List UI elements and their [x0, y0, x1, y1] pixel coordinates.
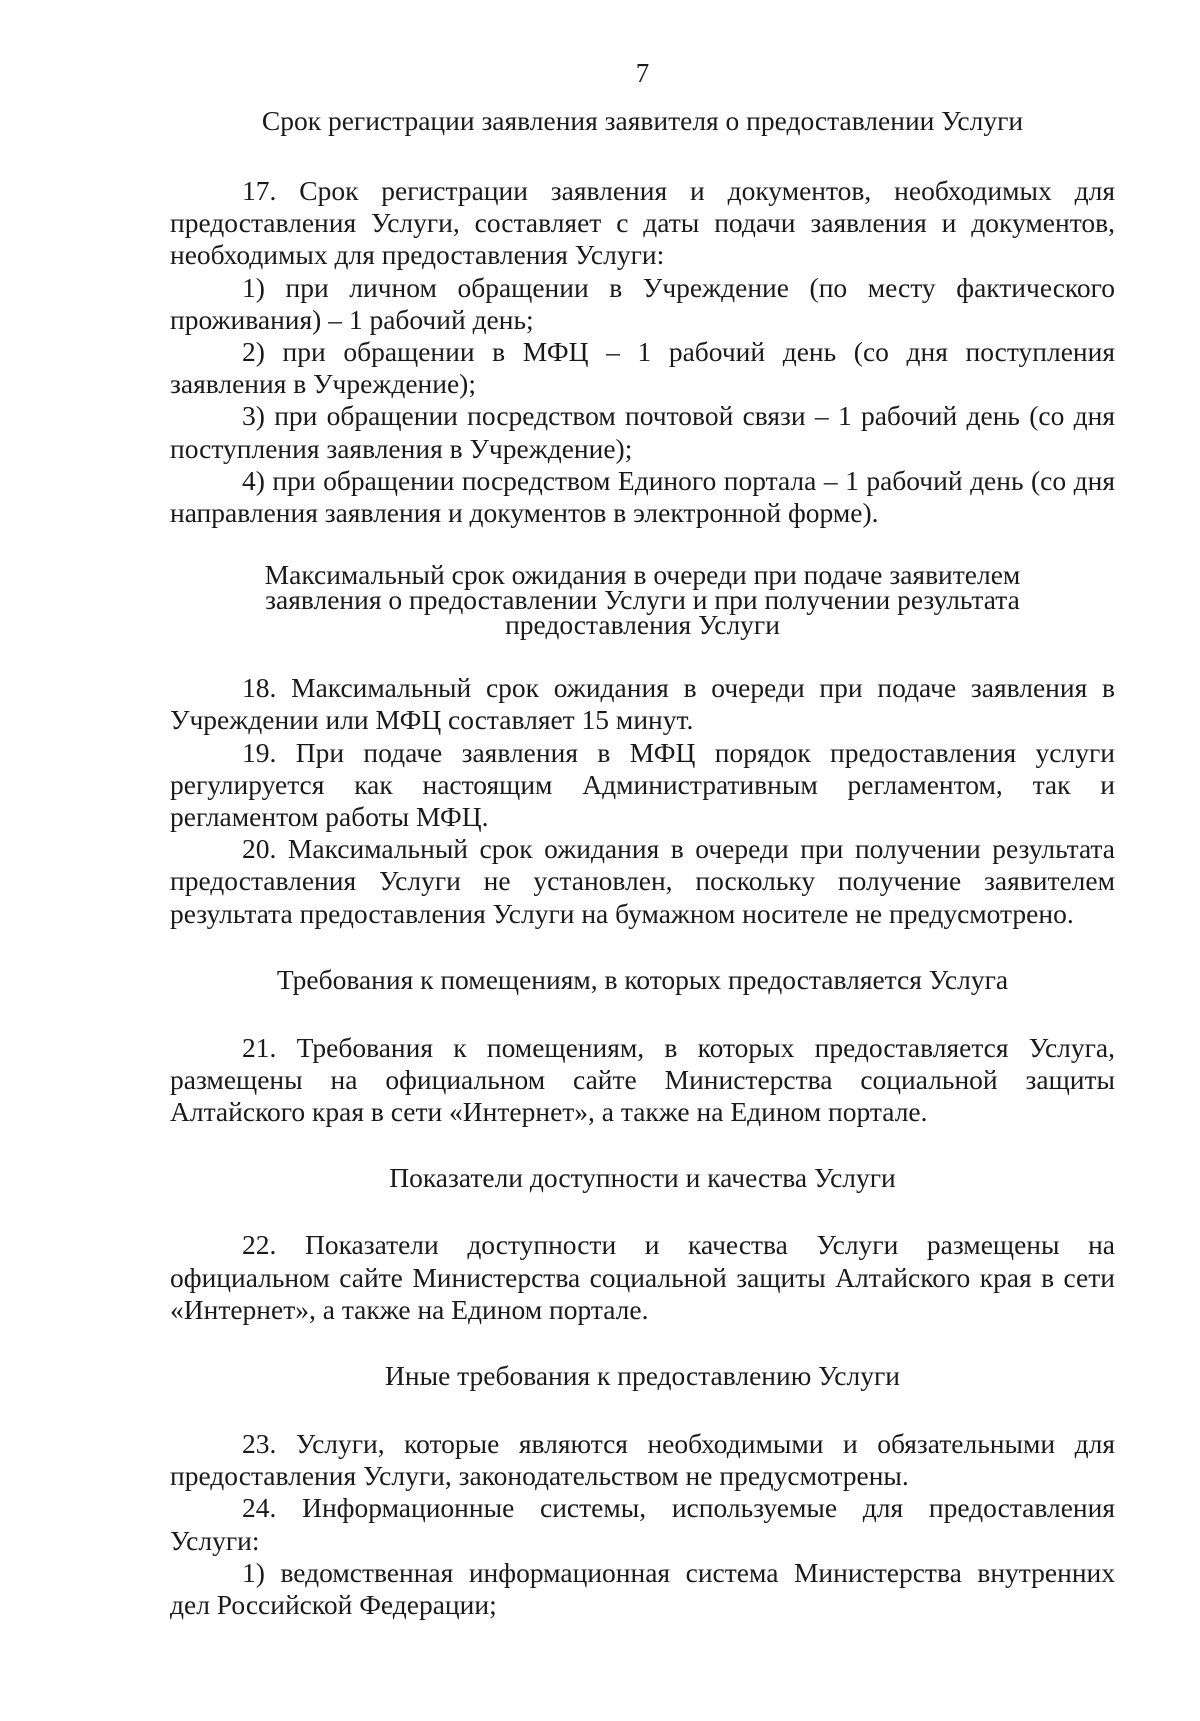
heading-quality: Показатели доступности и качества Услуги — [389, 1162, 896, 1194]
list-item-17-3: 3) при обращении посредством почтовой связи – 1 рабочий день (со дня поступления заявления в Учреждение); — [170, 400, 1115, 464]
list-item-24-1: 1) ведомственная информационная система Министерства внутренних дел Российской Федерации; — [170, 1556, 1115, 1621]
heading-queue-line-1: Максимальный срок ожидания в очереди при подаче заявителем — [264, 559, 1021, 591]
list-item-17-1: 1) при личном обращении в Учреждение (по месту фактического проживания) – 1 рабочий день; — [170, 271, 1115, 335]
paragraph-20: 20. Максимальный срок ожидания в очереди при получении результата предоставления Услуги не установлен, поскольку получение заявителем результата предоставления Услуги на бумажном носителе не предусмотрено. — [170, 833, 1115, 929]
page-number: 7 — [635, 58, 650, 88]
paragraph-22: 22. Показатели доступности и качества Услуги размещены на официальном сайте Министерства социальной защиты Алтайского края в сети «Интернет», а также на Едином портале. — [170, 1229, 1115, 1325]
paragraph-24: 24. Информационные системы, используемые для предоставления Услуги: — [170, 1492, 1115, 1556]
heading-premises: Требования к помещениям, в которых предоставляется Услуга — [276, 963, 1009, 995]
list-item-17-4: 4) при обращении посредством Единого портала – 1 рабочий день (со дня направления заявления и документов в электронной форме). — [170, 464, 1115, 529]
heading-registration-term: Срок регистрации заявления заявителя о предоставлении Услуги — [261, 105, 1024, 136]
paragraph-21: 21. Требования к помещениям, в которых предоставляется Услуга, размещены на официальном сайте Министерства социальной защиты Алтайского края в сети «Интернет», а также на Едином портале. — [170, 1031, 1115, 1128]
paragraph-18: 18. Максимальный срок ожидания в очереди при подаче заявления в Учреждении или МФЦ составляет 15 минут. — [170, 672, 1115, 736]
heading-queue-line-3: предоставления Услуги — [505, 609, 780, 641]
heading-other-requirements: Иные требования к предоставлению Услуги — [385, 1360, 900, 1392]
paragraph-17: 17. Срок регистрации заявления и документов, необходимых для предоставления Услуги, составляет с даты подачи заявления и документов, необходимых для предоставления Услуги: — [170, 175, 1115, 271]
heading-queue-line-2: заявления о предоставлении Услуги и при получении результата — [265, 584, 1020, 616]
list-item-17-2: 2) при обращении в МФЦ – 1 рабочий день (со дня поступления заявления в Учреждение); — [170, 336, 1115, 400]
paragraph-19: 19. При подаче заявления в МФЦ порядок предоставления услуги регулируется как настоящим Административным регламентом, так и регламентом работы МФЦ. — [170, 736, 1115, 833]
paragraph-23: 23. Услуги, которые являются необходимыми и обязательными для предоставления Услуги, законодательством не предусмотрены. — [170, 1428, 1115, 1492]
